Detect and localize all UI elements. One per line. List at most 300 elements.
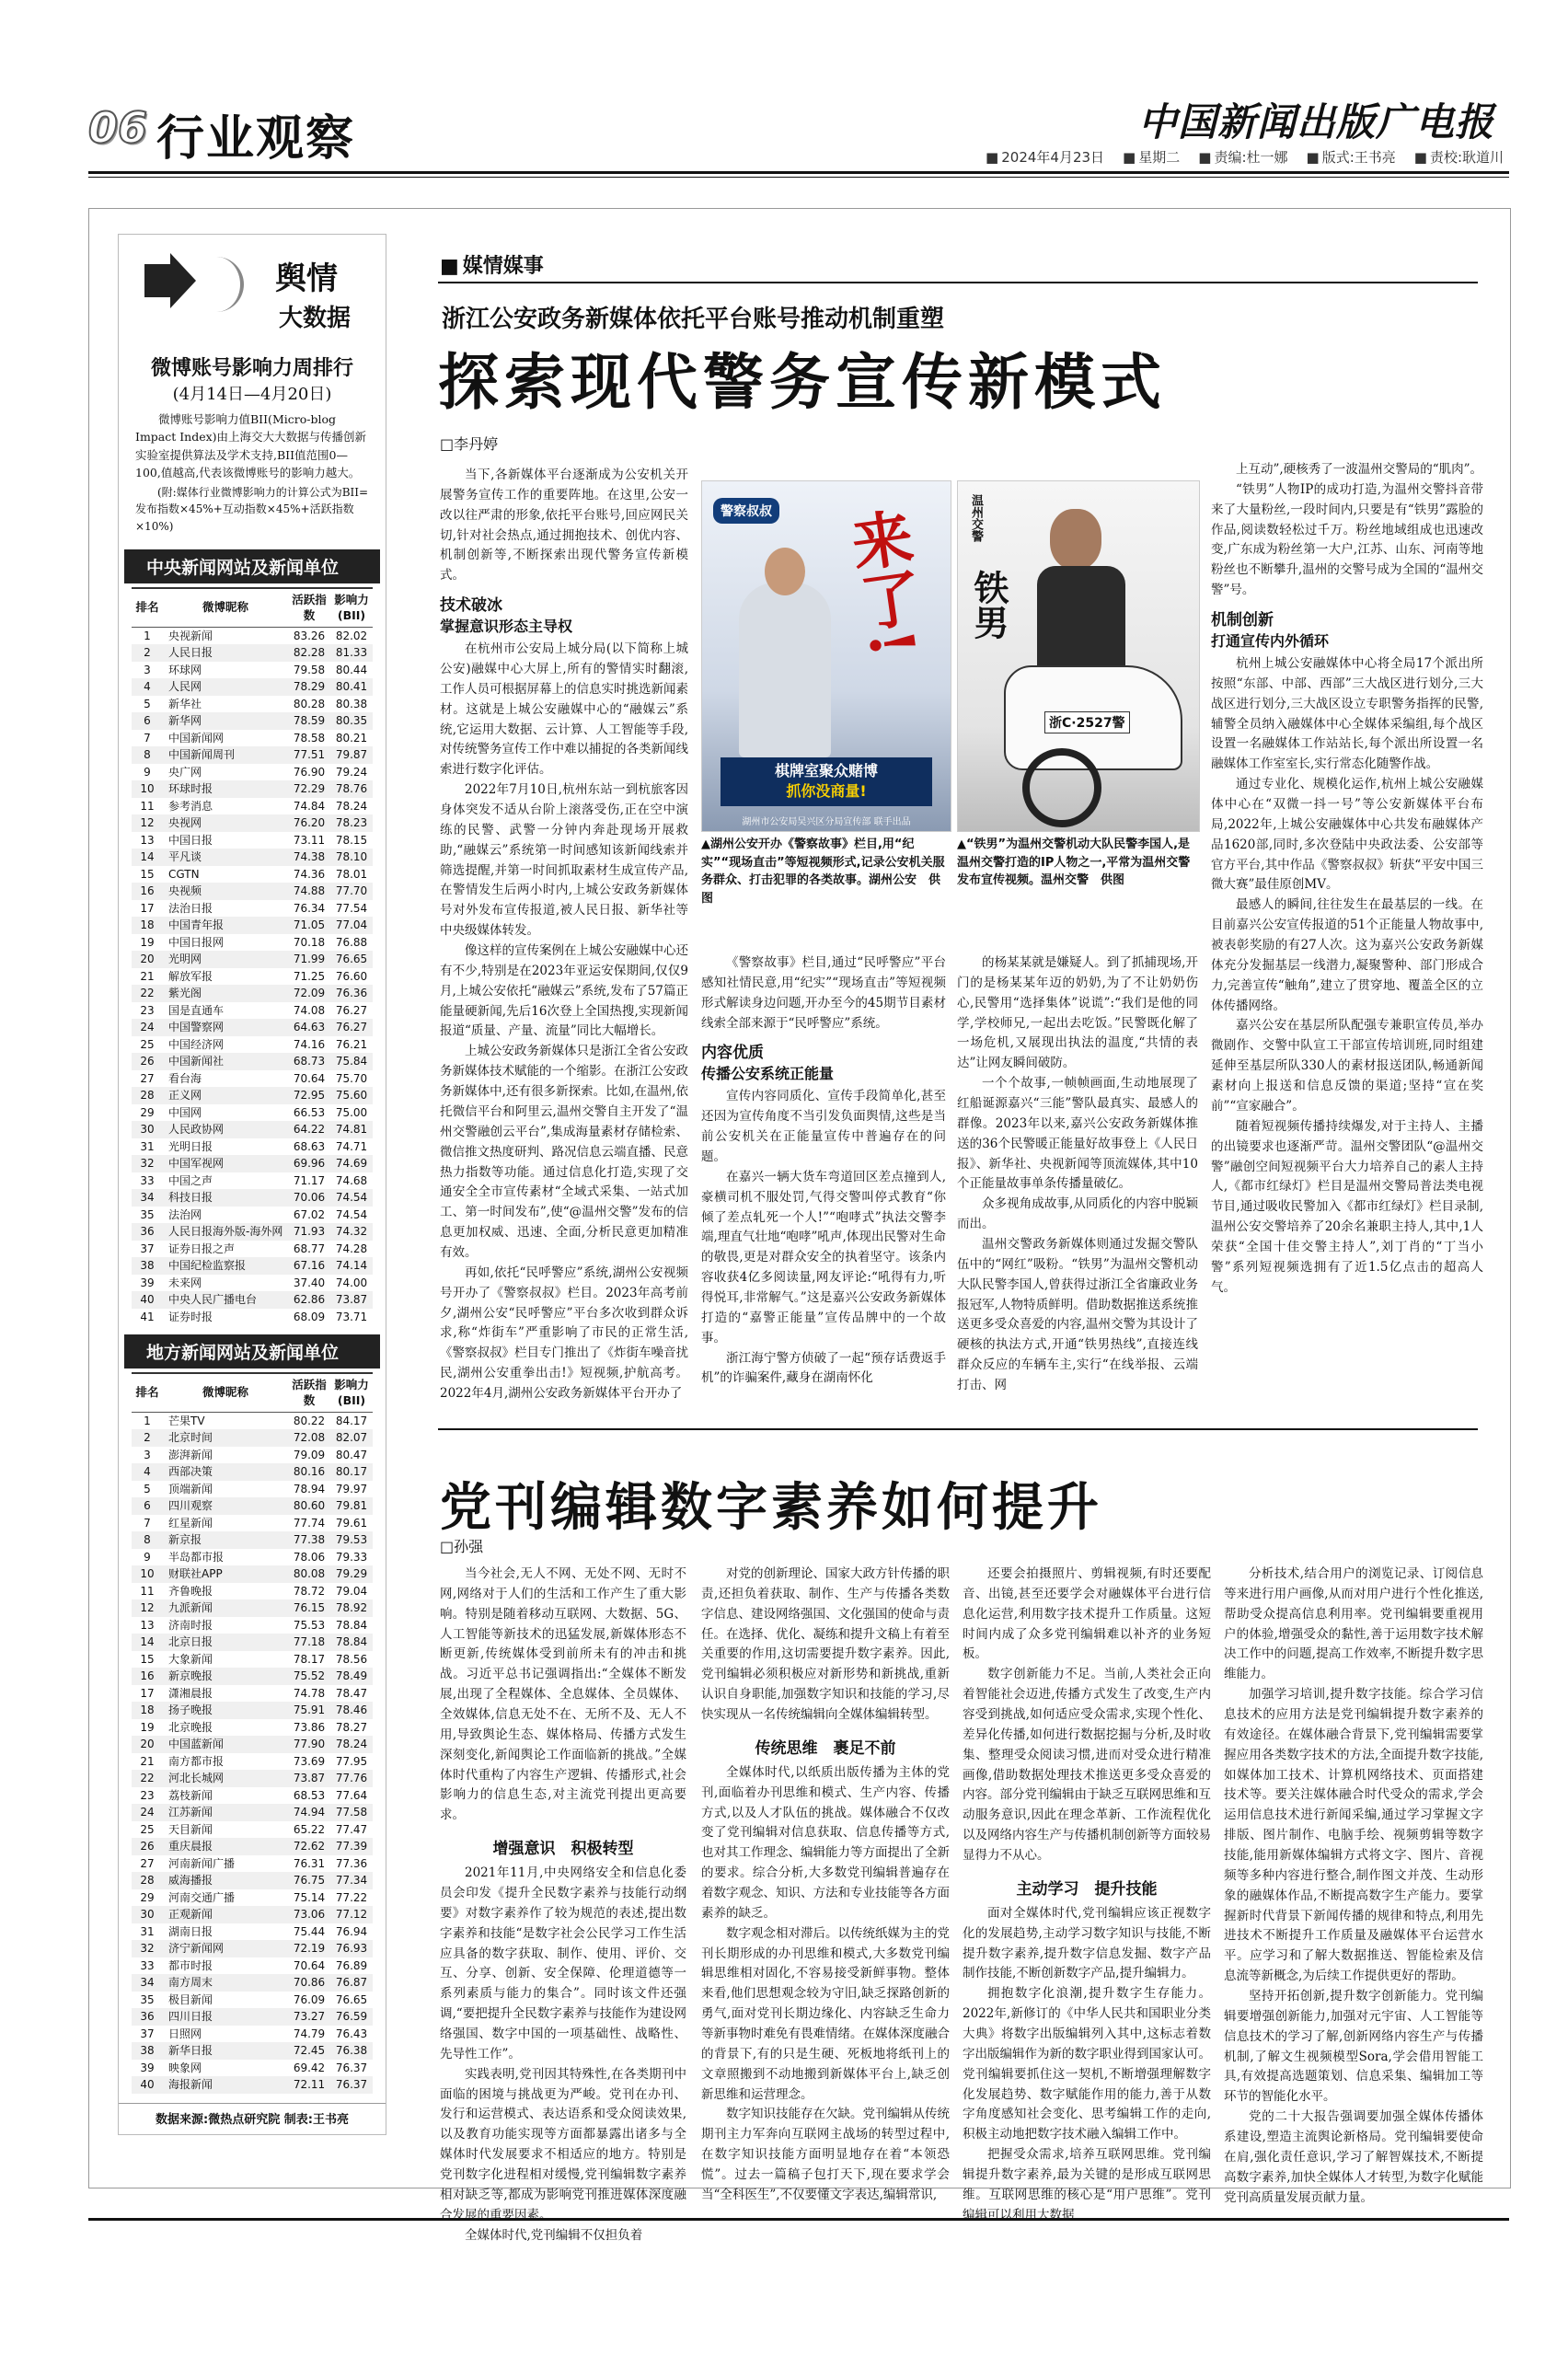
bii-cell: 74.00 bbox=[335, 1276, 368, 1289]
active-cell: 67.02 bbox=[293, 1207, 326, 1221]
name-cell: 人民日报海外版-海外网 bbox=[163, 1223, 288, 1241]
photo-banner bbox=[721, 757, 932, 806]
caption-credit: 温州交警 供图 bbox=[1041, 873, 1125, 887]
name-cell: 极目新闻 bbox=[168, 1992, 213, 2006]
bii-cell: 77.04 bbox=[330, 917, 373, 934]
paragraph: 宣传内容同质化、宣传手段简单化,甚至还因为宣传角度不当引发负面舆情,这些是当前公安机关在正能量宣传中普遍存在的问题。 bbox=[701, 1089, 946, 1165]
rank-cell: 4 bbox=[132, 1463, 163, 1481]
rank-cell: 18 bbox=[132, 1702, 163, 1719]
name-cell: 重庆晨报 bbox=[163, 1838, 288, 1855]
table-row bbox=[132, 1087, 373, 1104]
section-heading: 机制创新 bbox=[1211, 611, 1274, 630]
name-cell: 新华日报 bbox=[163, 2042, 288, 2060]
rank-cell: 12 bbox=[132, 814, 163, 832]
name-cell: 四川观察 bbox=[163, 1497, 288, 1515]
name-cell: 光明网 bbox=[163, 951, 288, 968]
paragraph: 最感人的瞬间,往往发生在最基层的一线。在目前嘉兴公安宣传报道的51个正能量人物故事中,被表彰奖励的有27人次。这为嘉兴公安政务新媒体充分发掘基层一线潜力,凝聚警种、部门形成合力,完善宣传“触角”,建立了贯穿地、覆盖全区的立体传播网络。 bbox=[1211, 897, 1483, 1013]
bii-cell: 78.47 bbox=[335, 1686, 368, 1700]
banner-line-1: 棋牌室聚众赌博 bbox=[774, 762, 878, 780]
caption-text: ▲湖州公安开办《警察故事》栏目,用“纪实”“现场直击”等短视频形式,记录公安机关服务群众、打击犯罪的各类故事。 bbox=[701, 837, 945, 887]
paragraph: 众多视角成故事,从同质化的内容中脱颖而出。 bbox=[957, 1196, 1198, 1232]
name-cell: 河南新闻广播 bbox=[168, 1856, 236, 1870]
bii-cell: 79.53 bbox=[330, 1531, 373, 1549]
article1-headline: 探索现代警务宣传新模式 bbox=[438, 346, 1167, 418]
table-row bbox=[132, 746, 373, 764]
paragraph: 的杨某某就是嫌疑人。到了抓捕现场,开门的是杨某某年迈的奶奶,为了不让奶奶伤心,民警用“选择集体”说谎”:“我们是他的同学,学校师兄,一起出去吃饭。”民警既化解了一场危机,又展现出执法的温度,“共情的表达”让网友瞬间破防。 bbox=[957, 955, 1198, 1071]
rank-cell: 41 bbox=[140, 1310, 155, 1323]
bii-cell: 80.17 bbox=[330, 1463, 373, 1481]
rank-cell: 6 bbox=[132, 1497, 163, 1515]
table-row bbox=[132, 1189, 373, 1207]
name-cell: 海报新闻 bbox=[163, 2076, 288, 2094]
photo-traffic-officer bbox=[957, 480, 1200, 832]
active-cell: 76.90 bbox=[293, 765, 326, 779]
active-cell: 64.22 bbox=[288, 1121, 330, 1138]
paragraph: 杭州上城公安融媒体中心将全局17个派出所按照“东部、中部、西部”三大战区进行划分,三大战区进行划分,三大战区设立专职警务指挥的民警,辅警全员纳入融媒体中心全媒体采编组,每个战区设置一名融媒体工作站站长,每个派出所设置一名融媒体工作室室长,实行常态化随警作战。 bbox=[1211, 656, 1483, 772]
table-row bbox=[132, 1668, 373, 1685]
name-cell: 中国警察网 bbox=[163, 1019, 288, 1036]
paragraph: 党的二十大报告强调要加强全媒体传播体系建设,塑造主流舆论新格局。党刊编辑要使命在肩,强化责任意识,学习了解智媒技术,不断提高数字素养,加快全媒体人才转型,为数字化赋能党刊高质量发展贡献力量。 bbox=[1224, 2109, 1483, 2205]
bii-cell: 78.10 bbox=[330, 849, 373, 866]
paragraph: “铁男”人物IP的成功打造,为温州交警抖音带来了大量粉丝,一段时间内,只要是有“铁男”露脸的作品,阅读数轻松过千万。粉丝地域组成也迅速改变,广东成为粉丝第一大户,江苏、山东、河南等地粉丝也不断攀升,温州的交警号成为全国的“温州交警”号。 bbox=[1211, 481, 1483, 598]
table-row bbox=[132, 798, 373, 815]
section-heading: 主动学习 提升技能 bbox=[1016, 1879, 1158, 1899]
rank-cell: 15 bbox=[140, 1652, 155, 1666]
name-cell: 央广网 bbox=[168, 765, 202, 779]
active-cell: 82.28 bbox=[288, 644, 330, 662]
bii-cell: 82.02 bbox=[335, 629, 368, 642]
paragraph: 2022年7月10日,杭州东站一到杭旅客因身体突发不适从台阶上滚落受伤,正在空中演练的民警、武警一分钟内奔赴现场开展救助,“融媒云”系统第一时间感知该新闻线索并筛选提醒,并第一时间抓取素材生成宣传产品,在警情发生后两小时内,上城公安政务新媒体号对外发布宣传报道,被人民日报、新华社等中央级媒体转发。 bbox=[440, 782, 688, 939]
rank-cell: 36 bbox=[132, 1223, 163, 1241]
table-row bbox=[132, 1923, 373, 1941]
rank-cell: 2 bbox=[132, 1429, 163, 1447]
active-cell: 78.59 bbox=[288, 712, 330, 730]
bii-cell: 76.60 bbox=[335, 969, 368, 983]
name-cell: 人民政协网 bbox=[163, 1121, 288, 1138]
active-cell: 71.17 bbox=[293, 1173, 326, 1187]
paragraph: 对党的创新理论、国家大政方针传播的职责,还担负着获取、制作、生产与传播各类数字信息、建设网络强国、文化强国的使命与责任。在选择、优化、凝练和提升文稿上有着至关重要的作用,这切需要提升数字素养。因此,党刊编辑必须积极应对新形势和新挑战,重新认识自身职能,加强数字知识和技能的学习,尽快实现从一名传统编辑向全媒体编辑转型。 bbox=[701, 1566, 950, 1723]
active-cell: 65.22 bbox=[293, 1822, 326, 1836]
rank-cell: 40 bbox=[132, 1291, 163, 1309]
bii-cell: 78.92 bbox=[330, 1599, 373, 1617]
masthead-rule bbox=[88, 171, 1509, 174]
table-row bbox=[132, 1838, 373, 1855]
name-cell: 天目新闻 bbox=[168, 1822, 213, 1836]
table-row bbox=[132, 1463, 373, 1481]
active-cell: 70.64 bbox=[293, 1958, 326, 1972]
table-row bbox=[132, 1223, 373, 1241]
active-cell: 74.88 bbox=[288, 883, 330, 900]
name-cell: 半岛都市报 bbox=[168, 1550, 225, 1564]
table-row bbox=[132, 1257, 373, 1275]
rank-cell: 30 bbox=[132, 1121, 163, 1138]
bii-cell: 77.39 bbox=[330, 1838, 373, 1855]
bii-cell: 74.32 bbox=[330, 1223, 373, 1241]
active-cell: 73.87 bbox=[288, 1770, 330, 1787]
rank-cell: 14 bbox=[132, 1634, 163, 1651]
active-cell: 67.16 bbox=[288, 1257, 330, 1275]
active-cell: 73.69 bbox=[293, 1754, 326, 1768]
name-cell: 中国经济网 bbox=[168, 1037, 225, 1051]
active-cell: 78.06 bbox=[293, 1550, 326, 1564]
name-cell: 正观新闻 bbox=[163, 1906, 288, 1923]
name-cell: 央视频 bbox=[163, 883, 288, 900]
active-cell: 74.36 bbox=[293, 867, 326, 881]
rank-cell: 21 bbox=[140, 1754, 155, 1768]
article1-column-2 bbox=[701, 953, 946, 1404]
name-cell: 威海播报 bbox=[163, 1872, 288, 1889]
caption-credit: 湖州公安 供图 bbox=[701, 873, 941, 906]
rank-cell: 19 bbox=[140, 935, 155, 949]
table-row bbox=[132, 951, 373, 968]
name-cell: 南方都市报 bbox=[168, 1754, 225, 1768]
active-cell: 71.99 bbox=[288, 951, 330, 968]
name-cell: 光明日报 bbox=[168, 1139, 213, 1153]
name-cell: 北京时间 bbox=[163, 1429, 288, 1447]
paragraph: 数字观念相对滞后。以传统纸媒为主的党刊长期形成的办刊思维和模式,大多数党刊编辑思维相对固化,不容易接受新鲜事物。整体来看,他们思想观念较为守旧,缺乏探路创新的勇气,面对党刊长期边缘化、内容缺乏生命力等新事物时难免有畏难情绪。在媒体深度融合的背景下,有的只是生硬、死板地将纸刊上的文章照搬到不动地搬到新媒体平台上,缺乏创新思维和运营理念。 bbox=[701, 1925, 950, 2102]
name-cell: 都市时报 bbox=[168, 1958, 213, 1972]
bii-cell: 78.23 bbox=[330, 814, 373, 832]
active-cell: 73.27 bbox=[288, 2008, 330, 2026]
bii-cell: 74.68 bbox=[335, 1173, 368, 1187]
active-cell: 72.09 bbox=[288, 985, 330, 1002]
table-row bbox=[132, 1481, 373, 1498]
name-cell: 环球网 bbox=[168, 663, 202, 676]
active-cell: 80.08 bbox=[288, 1565, 330, 1583]
bii-cell: 78.84 bbox=[335, 1618, 368, 1632]
article1-column-4 bbox=[1211, 460, 1483, 1404]
table-row bbox=[132, 1138, 373, 1156]
rank-cell: 19 bbox=[140, 1720, 155, 1734]
rank-cell: 38 bbox=[132, 2042, 163, 2060]
paragraph: 一个个故事,一帧帧画面,生动地展现了红船诞源嘉兴“三能”警队最真实、最感人的群像。2023年以来,嘉兴公安政务新媒体推送的36个民警暖正能量好故事登上《人民日报》、新华社、央视新闻等顶流媒体,其中10个正能量故事单条传播量破亿。 bbox=[957, 1076, 1198, 1192]
rank-cell: 13 bbox=[140, 1618, 155, 1632]
newspaper-name: 中国新闻出版广电报 bbox=[1137, 99, 1494, 144]
active-cell: 80.16 bbox=[288, 1463, 330, 1481]
ranking-formula: (附:媒体行业微博影响力的计算公式为BII=发布指数×45%+互动指数×45%+活跃指数×10%) bbox=[135, 485, 369, 533]
active-cell: 68.63 bbox=[293, 1139, 326, 1153]
table-row bbox=[132, 1019, 373, 1036]
issue-meta bbox=[986, 147, 1504, 167]
table-row bbox=[132, 2026, 373, 2043]
name-cell: 中央人民广播电台 bbox=[163, 1291, 288, 1309]
photo-police-story bbox=[701, 480, 951, 832]
paragraph: 还要会拍摄照片、剪辑视频,有时还要配音、出镜,甚至还要学会对融媒体平台进行信息化运营,利用数字技术提升工作质量。这短时间内成了众多党刊编辑难以补齐的业务短板。 bbox=[963, 1566, 1211, 1662]
col-rank: 排名 bbox=[132, 588, 163, 627]
rank-cell: 22 bbox=[132, 985, 163, 1002]
rank-cell: 3 bbox=[144, 663, 151, 676]
table-row bbox=[132, 644, 373, 662]
active-cell: 72.62 bbox=[288, 1838, 330, 1855]
bii-cell: 78.76 bbox=[330, 780, 373, 798]
local-section-title: 地方新闻网站及新闻单位 bbox=[124, 1334, 380, 1369]
rank-cell: 16 bbox=[132, 883, 163, 900]
rank-cell: 31 bbox=[140, 1924, 155, 1938]
name-cell: 人民日报 bbox=[163, 644, 288, 662]
bii-cell: 76.38 bbox=[330, 2042, 373, 2060]
paragraph: 分析技术,结合用户的浏览记录、订阅信息等来进行用户画像,从而对用户进行个性化推送,帮助受众提高信息利用率。党刊编辑要重视用户的体验,增强受众的黏性,善于运用数字技术解决工作中的问题,提高工作效率,不断提升数字思维能力。 bbox=[1224, 1566, 1483, 1682]
issue-date: ■ 2024年4月23日 bbox=[986, 147, 1104, 167]
rank-cell: 24 bbox=[132, 1019, 163, 1036]
paragraph: 坚持开拓创新,提升数字创新能力。党刊编辑要增强创新能力,加强对元宇宙、人工智能等信息技术的学习了解,创新网络内容生产与传播机制,了解文生视频模型Sora,学会借用智能工具,有效提高选题策划、信息采集、编辑加工等环节的智能化水平。 bbox=[1224, 1989, 1483, 2105]
name-cell: 法治日报 bbox=[168, 901, 213, 915]
active-cell: 74.16 bbox=[293, 1037, 326, 1051]
name-cell: 新京晚报 bbox=[163, 1668, 288, 1685]
active-cell: 71.25 bbox=[293, 969, 326, 983]
bii-cell: 74.54 bbox=[335, 1207, 368, 1221]
active-cell: 74.79 bbox=[293, 2027, 326, 2040]
name-cell: 扬子晚报 bbox=[163, 1702, 288, 1719]
name-cell: 央视网 bbox=[163, 814, 288, 832]
name-cell: 河北长城网 bbox=[163, 1770, 288, 1787]
col-bii: 影响力(BII) bbox=[330, 1373, 373, 1412]
bii-cell: 80.35 bbox=[330, 712, 373, 730]
table-row bbox=[132, 1549, 373, 1566]
bii-cell: 76.94 bbox=[335, 1924, 368, 1938]
table-row bbox=[132, 1957, 373, 1975]
active-cell: 78.72 bbox=[293, 1584, 326, 1598]
paragraph: 当今社会,无人不网、无处不网、无时不网,网络对于人们的生活和工作产生了重大影响。特别是随着移动互联网、大数据、5G、人工智能等新技术的迅猛发展,新媒体形态不断更新,传统媒体受到前所未有的冲击和挑战。习近平总书记强调指出:“全媒体不断发展,出现了全程媒体、全息媒体、全员媒体、全效媒体,信息无处不在、无所不及、无人不用,导致舆论生态、媒体格局、传播方式发生深刻变化,新闻舆论工作面临新的挑战。”全媒体时代重构了内容生产逻辑、传播形式,社会影响力的信息生态,对主流党刊提出更高要求。 bbox=[440, 1566, 686, 1823]
name-cell: 芒果TV bbox=[168, 1414, 205, 1427]
rank-cell: 28 bbox=[132, 1087, 163, 1104]
rank-cell: 15 bbox=[140, 867, 155, 881]
bii-cell: 73.87 bbox=[330, 1291, 373, 1309]
bii-cell: 76.36 bbox=[330, 985, 373, 1002]
active-cell: 76.34 bbox=[293, 901, 326, 915]
rank-cell: 25 bbox=[140, 1037, 155, 1051]
table-row bbox=[132, 1104, 373, 1122]
bii-cell: 76.43 bbox=[335, 2027, 368, 2040]
paragraph: 拥抱数字化浪潮,提升数字生存能力。2022年,新修订的《中华人民共和国职业分类大典》将数字出版编辑列入其中,这标志着数字出版编辑作为新的数字职业得到国家认可。党刊编辑要抓住这一契机,不断增强理解数字化发展趋势、数字赋能作用的能力,善于从数字角度感知社会变化、思考编辑工作的走向,积极主动地把数字技术融入编辑工作中。 bbox=[963, 1986, 1211, 2142]
table-row bbox=[132, 1583, 373, 1600]
active-cell: 72.08 bbox=[288, 1429, 330, 1447]
table-row bbox=[132, 1634, 373, 1651]
paragraph: 面对全媒体时代,党刊编辑应该正视数字化的发展趋势,主动学习数字知识与技能,不断提升数字素养,提升数字信息发掘、数字产品制作技能,不断创新数字产品,提升编辑力。 bbox=[963, 1905, 1211, 1981]
active-cell: 75.91 bbox=[288, 1702, 330, 1719]
rank-cell: 32 bbox=[132, 1940, 163, 1957]
name-cell: 四川日报 bbox=[163, 2008, 288, 2026]
table-row bbox=[132, 1719, 373, 1737]
paragraph: 再如,依托“民呼警应”系统,湖州公安视频号开办了《警察叔叔》栏目。2023年高考前夕,湖州公安“民呼警应”平台多次收到群众诉求,称“炸街车”严重影响了市民的正常生活,《警察叔叔》栏目专门推出了《炸街车噪音扰民,湖州公安重拳出击!》短视频,护航高考。2022年4月,湖州公安政务新媒体平台开办了 bbox=[440, 1265, 688, 1401]
sound-wave-icon bbox=[203, 257, 244, 312]
active-cell: 77.51 bbox=[288, 746, 330, 764]
active-cell: 80.22 bbox=[293, 1414, 326, 1427]
article1-byline: □ 李丹婷 bbox=[440, 433, 498, 454]
name-cell: 国是直通车 bbox=[168, 1003, 225, 1017]
paragraph: 在嘉兴一辆大货车弯道回区差点撞到人,豪横司机不服处罚,气得交警叫停式教育“你倾了差点轧死一个人!”“咆哮式”执法交警李端,理直气壮地“咆哮”吼声,体现出民警对生命的敬畏,更是对群众安全的执着坚守。该条内容收获4亿多阅读量,网友评论:“吼得有力,听得悦耳,非常解气。”这是嘉兴公安政务新媒体打造的“嘉警正能量”宣传品牌中的一个故事。 bbox=[701, 1169, 946, 1345]
bii-cell: 76.65 bbox=[335, 1992, 368, 2006]
paragraph: 数字知识技能存在欠缺。党刊编辑从传统期刊主力军奔向互联网主战场的转型过程中,在数字知识技能方面明显地存在着“本领恐慌”。过去一篇稿子包打天下,现在要求学会当“全科医生”,不仅要懂文字表达,编辑常识, bbox=[701, 2107, 950, 2202]
active-cell: 75.52 bbox=[288, 1668, 330, 1685]
name-cell: 中国蓝新闻 bbox=[163, 1736, 288, 1753]
masthead-rule-thin bbox=[88, 177, 1509, 178]
table-row bbox=[132, 1770, 373, 1787]
table-row bbox=[132, 730, 373, 747]
badge-bottom: 大数据 bbox=[278, 305, 351, 332]
rank-cell: 17 bbox=[140, 1686, 155, 1700]
bii-cell: 80.47 bbox=[335, 1448, 368, 1461]
rank-cell: 20 bbox=[132, 951, 163, 968]
rank-cell: 12 bbox=[132, 1599, 163, 1617]
active-cell: 64.63 bbox=[288, 1019, 330, 1036]
rank-cell: 35 bbox=[140, 1992, 155, 2006]
ranking-source: 数据来源:微热点研究院 制表:王书亮 bbox=[119, 2103, 386, 2127]
active-cell: 70.06 bbox=[288, 1189, 330, 1207]
table-row bbox=[132, 1070, 373, 1088]
photo-big-text: 来了! bbox=[837, 504, 929, 662]
bii-cell: 78.24 bbox=[335, 799, 368, 813]
active-cell: 76.09 bbox=[293, 1992, 326, 2006]
caption-text: ▲“铁男”为温州交警机动大队民警李国人,是温州交警打造的IP人物之一,平常为温州交警发布宣传视频。 bbox=[957, 837, 1191, 887]
bii-cell: 77.70 bbox=[330, 883, 373, 900]
table-row bbox=[132, 1974, 373, 1992]
name-cell: 中国新闻周刊 bbox=[163, 746, 288, 764]
active-cell: 76.15 bbox=[288, 1599, 330, 1617]
rank-cell: 3 bbox=[144, 1448, 151, 1461]
paragraph: 像这样的宣传案例在上城公安融媒中心还有不少,特别是在2023年亚运安保期间,仅仅9月,上城公安依托“融媒云”系统,发布了57篇正能量硬新闻,先后16次登上全国热搜,实现新闻报道“质量、产量、流量”同比大幅增长。 bbox=[440, 943, 688, 1039]
bii-cell: 79.61 bbox=[335, 1516, 368, 1530]
rank-cell: 16 bbox=[132, 1668, 163, 1685]
name-cell: 新华网 bbox=[163, 712, 288, 730]
active-cell: 70.18 bbox=[293, 935, 326, 949]
rank-cell: 29 bbox=[140, 1105, 155, 1119]
bii-cell: 78.27 bbox=[335, 1720, 368, 1734]
bii-cell: 79.04 bbox=[335, 1584, 368, 1598]
active-cell: 70.64 bbox=[293, 1071, 326, 1085]
name-cell: 顶端新闻 bbox=[168, 1482, 213, 1496]
table-row bbox=[132, 1429, 373, 1447]
bii-cell: 79.97 bbox=[335, 1482, 368, 1496]
paragraph: 温州交警政务新媒体则通过发掘交警队伍中的“网红”吸粉。“铁男”为温州交警机动大队民警李国人,曾获得过浙江全省廉政业务报冠军,人物特质鲜明。借助数据推送系统推送更多受众喜爱的内容,温州交警为其设计了硬核的执法方式,开通“铁男热线”,直接连线群众反应的车辆车主,实行“在线举报、云端打击、网 bbox=[957, 1237, 1198, 1393]
paragraph: 当下,各新媒体平台逐渐成为公安机关开展警务宣传工作的重要阵地。在这里,公安一改以往严肃的形象,依托平台账号,回应网民关切,针对社会热点,通过拥抱技术、创优内容、机制创新等,不断探索出现代警务宣传新模式。 bbox=[440, 468, 688, 583]
active-cell: 76.31 bbox=[293, 1856, 326, 1870]
motorcycle-wheel bbox=[1022, 748, 1101, 827]
active-cell: 79.58 bbox=[293, 663, 326, 676]
rank-cell: 8 bbox=[132, 1531, 163, 1549]
table-row bbox=[132, 1702, 373, 1719]
table-row bbox=[132, 917, 373, 934]
table-row bbox=[132, 1291, 373, 1309]
table-row bbox=[132, 1685, 373, 1703]
banner-line-2: 抓你没商量! bbox=[786, 782, 867, 801]
bii-cell: 76.87 bbox=[330, 1974, 373, 1992]
photo-program-tag: 警察叔叔 bbox=[713, 498, 779, 524]
table-row bbox=[132, 1872, 373, 1889]
section-heading: 内容优质 bbox=[701, 1044, 764, 1063]
name-cell: 日照网 bbox=[168, 2027, 202, 2040]
rank-cell: 37 bbox=[140, 1241, 155, 1255]
bii-cell: 76.37 bbox=[330, 2076, 373, 2094]
active-cell: 74.84 bbox=[293, 799, 326, 813]
article-tag: ■ 媒情媒事 bbox=[440, 250, 544, 279]
table-row bbox=[132, 1155, 373, 1172]
name-cell: 央视新闻 bbox=[168, 629, 213, 642]
bii-cell: 78.24 bbox=[330, 1736, 373, 1753]
name-cell: 荔枝新闻 bbox=[168, 1788, 213, 1802]
name-cell: 江苏新闻 bbox=[163, 1804, 288, 1821]
officer-head bbox=[1050, 509, 1101, 570]
rank-cell: 25 bbox=[140, 1822, 155, 1836]
paragraph: 随着短视频传播持续爆发,对于主持人、主播的出镜要求也逐渐严苛。温州交警团队“@温州交警”融创空间短视频平台大力培养自己的素人主持人,《都市红绿灯》栏目是温州交警局普法类电视节目,通过吸收民警加入《都市红绿灯》栏目录制,温州公安交警培养了20余名兼职主持人,其中,1人荣获“全国十佳交警主持人”,刘丁肖的“丁当小警”系列短视频选拥有了近1.5亿点击的超高人气。 bbox=[1211, 1118, 1483, 1295]
name-cell: 中国日报 bbox=[168, 833, 213, 847]
active-cell: 68.09 bbox=[293, 1310, 326, 1323]
article2-column-2 bbox=[701, 1565, 950, 2202]
paragraph: 在杭州市公安局上城分局(以下简称上城公安)融媒中心大屏上,所有的警情实时翻滚,工作人员可根据屏幕上的信息实时挑选新闻素材。这就是上城公安融媒中心的“融媒云”系统,它运用大数据、云计算、人工智能等手段,对传统警务宣传工作中难以捕捉的各类新闻线索进行数字化评估。 bbox=[440, 641, 688, 778]
photo-unit-label: 温州交警 bbox=[969, 494, 983, 542]
ranking-date-range: (4月14日—4月20日) bbox=[172, 385, 332, 404]
active-cell: 74.78 bbox=[293, 1686, 326, 1700]
table-row bbox=[132, 1940, 373, 1957]
rank-cell: 1 bbox=[144, 1414, 151, 1427]
rank-cell: 26 bbox=[132, 1838, 163, 1855]
officer-figure bbox=[739, 583, 831, 757]
rank-cell: 33 bbox=[140, 1173, 155, 1187]
table-row bbox=[132, 883, 373, 900]
rank-cell: 8 bbox=[132, 746, 163, 764]
rank-cell: 35 bbox=[140, 1207, 155, 1221]
table-row bbox=[132, 814, 373, 832]
name-cell: 济宁新闻网 bbox=[163, 1940, 288, 1957]
table-row bbox=[132, 1992, 373, 2009]
article2-byline: □ 孙强 bbox=[440, 1535, 483, 1556]
article1-column-3 bbox=[957, 953, 1198, 1404]
name-cell: 环球时报 bbox=[163, 780, 288, 798]
rank-cell: 27 bbox=[140, 1856, 155, 1870]
name-cell: 人民网 bbox=[163, 678, 288, 696]
active-cell: 78.17 bbox=[293, 1652, 326, 1666]
rank-cell: 18 bbox=[132, 917, 163, 934]
section-subheading: 打通宣传内外循环 bbox=[1211, 632, 1330, 651]
name-cell: 中国军视网 bbox=[163, 1155, 288, 1172]
name-cell: 河南交通广播 bbox=[168, 1890, 236, 1904]
name-cell: 湖南日报 bbox=[168, 1924, 213, 1938]
rank-cell: 9 bbox=[144, 765, 151, 779]
paragraph: 实践表明,党刊因其特殊性,在各类期刊中面临的困境与挑战更为严峻。党刊在办刊、发行和运营模式、表达语系和受众阅读效果,以及教育功能实现等方面都暴露出诸多与全媒体时代发展要求不相适应的地方。特别是党刊数字化进程相对缓慢,党刊编辑数字素养相对缺乏等,都成为影响党刊推进媒体深度融合发展的重要因素。 bbox=[440, 2066, 686, 2223]
table-row bbox=[132, 2042, 373, 2060]
table-row bbox=[132, 712, 373, 730]
table-row bbox=[132, 1412, 373, 1429]
article1-column-1 bbox=[440, 466, 688, 1404]
page-number: 06 bbox=[88, 103, 148, 153]
active-cell: 77.90 bbox=[288, 1736, 330, 1753]
active-cell: 74.08 bbox=[293, 1003, 326, 1017]
bii-cell: 76.21 bbox=[335, 1037, 368, 1051]
bii-cell: 77.76 bbox=[330, 1770, 373, 1787]
rank-cell: 10 bbox=[132, 780, 163, 798]
active-cell: 37.40 bbox=[293, 1276, 326, 1289]
table-row bbox=[132, 1447, 373, 1464]
name-cell: 正义网 bbox=[163, 1087, 288, 1104]
rank-cell: 11 bbox=[140, 799, 155, 813]
rank-cell: 28 bbox=[132, 1872, 163, 1889]
bii-cell: 77.22 bbox=[335, 1890, 368, 1904]
active-cell: 68.53 bbox=[293, 1788, 326, 1802]
name-cell: 中国新闻网 bbox=[168, 731, 225, 745]
paragraph: 上城公安政务新媒体只是浙江全省公安政务新媒体技术赋能的一个缩影。在浙江公安政务新媒体中,还有很多新探索。比如,在温州,依托微信平台和阿里云,温州交警自主开发了“温州交警融创云平台”,集成海量素材存储检索、微信推文热度研判、路况信息云端直播、民意热力指数等功能。通过信息化打造,实现了交通安全全市宣传素材“全域式采集、一站式加工、第一时间发布”,使“@温州交警”发布的信息更加权威、迅速、全面,分析民意更加精准有效。 bbox=[440, 1044, 688, 1260]
name-cell: 财联社APP bbox=[163, 1565, 288, 1583]
table-row bbox=[132, 866, 373, 883]
name-cell: 紫光阁 bbox=[163, 985, 288, 1002]
table-row bbox=[132, 1531, 373, 1549]
table-row bbox=[132, 1275, 373, 1292]
paragraph: 加强学习培训,提升数字技能。综合学习信息技术的应用方法是党刊编辑提升数字素养的有效途径。在媒体融合背景下,党刊编辑需要掌握应用各类数字技术的方法,全面提升数字技能,如媒体加工技术、计算机网络技术、页面搭建技术等。要关注媒体融合时代受众的需求,学会运用信息技术进行新闻采编,通过学习掌握文字排版、图片制作、电脑手绘、视频剪辑等数字技能,能用新媒体编辑方式将文字、图片、音视频等多种内容进行整合,制作图文并茂、生动形象的融媒体作品,不断提高数字生产能力。要掌握新时代背景下新闻传播的规律和特点,利用先进技术不断提升工作质量及融媒体平台运营水平。应学习和了解大数据推送、智能检索及信息流等新概念,为后续工作提供更好的帮助。 bbox=[1224, 1687, 1483, 1984]
badge-top: 舆情 bbox=[275, 260, 338, 297]
table-row bbox=[132, 1821, 373, 1839]
bii-cell: 77.36 bbox=[335, 1856, 368, 1870]
bottom-rule bbox=[88, 2218, 1509, 2221]
photo1-caption bbox=[701, 836, 950, 907]
table-row bbox=[132, 780, 373, 798]
